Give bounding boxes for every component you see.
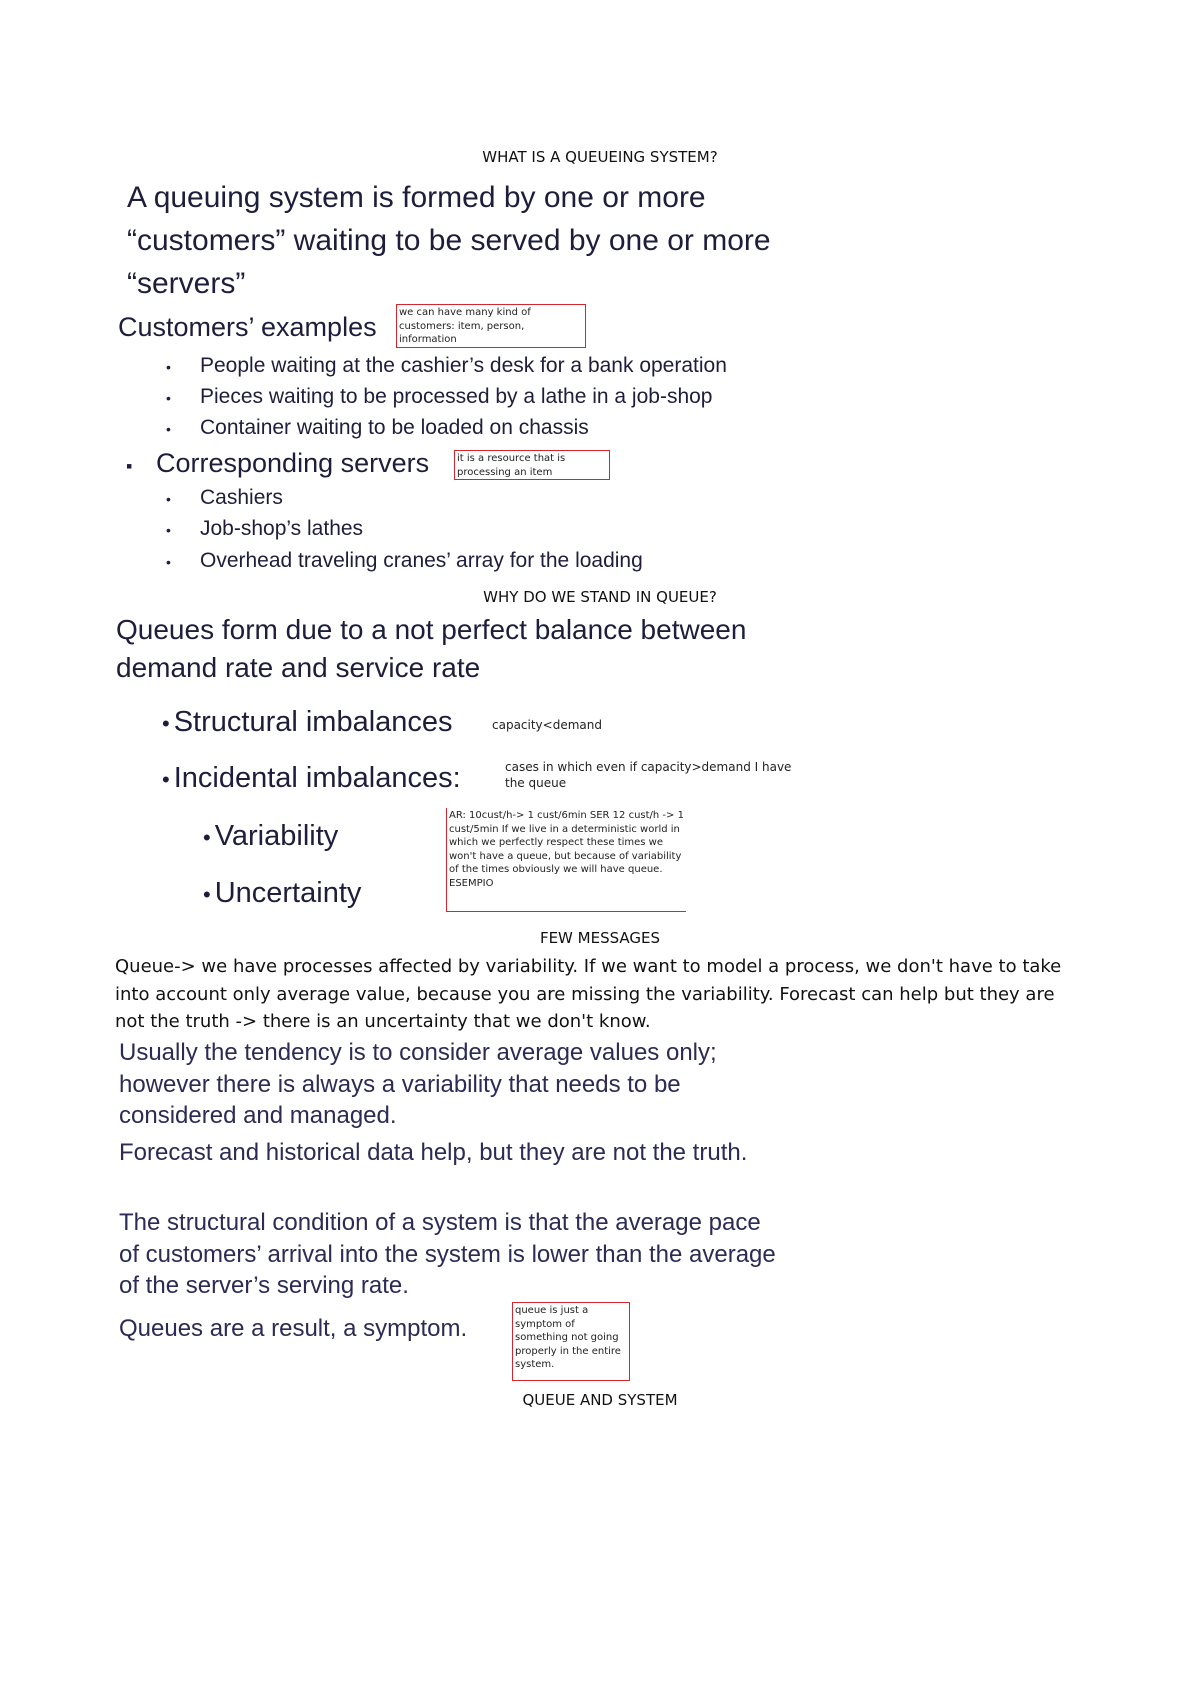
message-structural-condition: The structural condition of a system is that the average pace of customers’ arrival into the system is lower than the average of the server’s serving rate. [119,1209,776,1299]
variability-item: • Variability [203,820,339,852]
bullet-dot-icon: • [166,421,171,437]
incidental-imbalances: • Incidental imbalances: [162,762,461,794]
bullet-dot-icon: • [166,390,171,406]
section-heading-queueing-system: WHAT IS A QUEUEING SYSTEM? [482,148,718,166]
incidental-annotation: cases in which even if capacity>demand I have the queue [505,760,792,790]
bullet-dot-icon: • [166,522,171,538]
uncertainty-item: • Uncertainty [203,877,362,909]
bullet-dot-icon: • [162,767,170,792]
server-item: • Cashiers [166,486,283,509]
variability-annotation: AR: 10cust/h-> 1 cust/6min SER 12 cust/h -> 1 cust/5min If we live in a deterministic world in which we perfectly respect these times we won't have a queue, but because of variability of the times obviously we will have queue. ESEMPIO [446,808,686,912]
section-heading-why-queue: WHY DO WE STAND IN QUEUE? [483,588,717,606]
customer-item: • Container waiting to be loaded on chassis [166,416,589,439]
server-item: • Overhead traveling cranes’ array for the loading [166,549,643,572]
bullet-dot-icon: • [203,882,211,907]
bullet-dot-icon: • [166,491,171,507]
structural-annotation: capacity<demand [492,718,602,732]
definition-line-1: A queuing system is formed by one or more [127,181,706,214]
message-average-values: Usually the tendency is to consider average values only; however there is always a variability that needs to be considered and managed. [119,1039,717,1129]
bullet-dot-icon: • [166,554,171,570]
bullet-square-icon: ▪ [126,456,133,476]
customer-item: • People waiting at the cashier’s desk for a bank operation [166,354,727,377]
queues-form-line-2: demand rate and service rate [116,652,481,683]
section-heading-few-messages: FEW MESSAGES [539,929,661,947]
servers-annotation: it is a resource that is processing an item [454,450,610,480]
message-queues-symptom: Queues are a result, a symptom. [119,1315,468,1342]
bullet-dot-icon: • [166,359,171,375]
server-item: • Job-shop’s lathes [166,517,364,540]
customers-annotation: we can have many kind of customers: item, person, information [396,304,586,348]
definition-line-3: “servers” [127,267,246,300]
customer-item: • Pieces waiting to be processed by a lathe in a job-shop [166,385,713,408]
bullet-dot-icon: • [162,711,170,736]
customers-examples-title: Customers’ examples [118,312,377,342]
definition-line-2: “customers” waiting to be served by one or more [127,224,771,257]
servers-title: ▪ Corresponding servers [126,448,430,478]
queues-form-line-1: Queues form due to a not perfect balance between [116,614,747,645]
symptom-annotation: queue is just a symptom of something not going properly in the entire system. [512,1302,630,1381]
section-heading-queue-and-system: QUEUE AND SYSTEM [522,1391,678,1409]
few-messages-paragraph: Queue-> we have processes affected by variability. If we want to model a process, we don't have to take into account only average value, because you are missing the variability. Forecast can help but they are not the truth -> there is an uncertainty that we don't know. [115,956,1062,1032]
message-forecast: Forecast and historical data help, but they are not the truth. [119,1139,748,1166]
structural-imbalances: • Structural imbalances [162,706,453,738]
bullet-dot-icon: • [203,825,211,850]
